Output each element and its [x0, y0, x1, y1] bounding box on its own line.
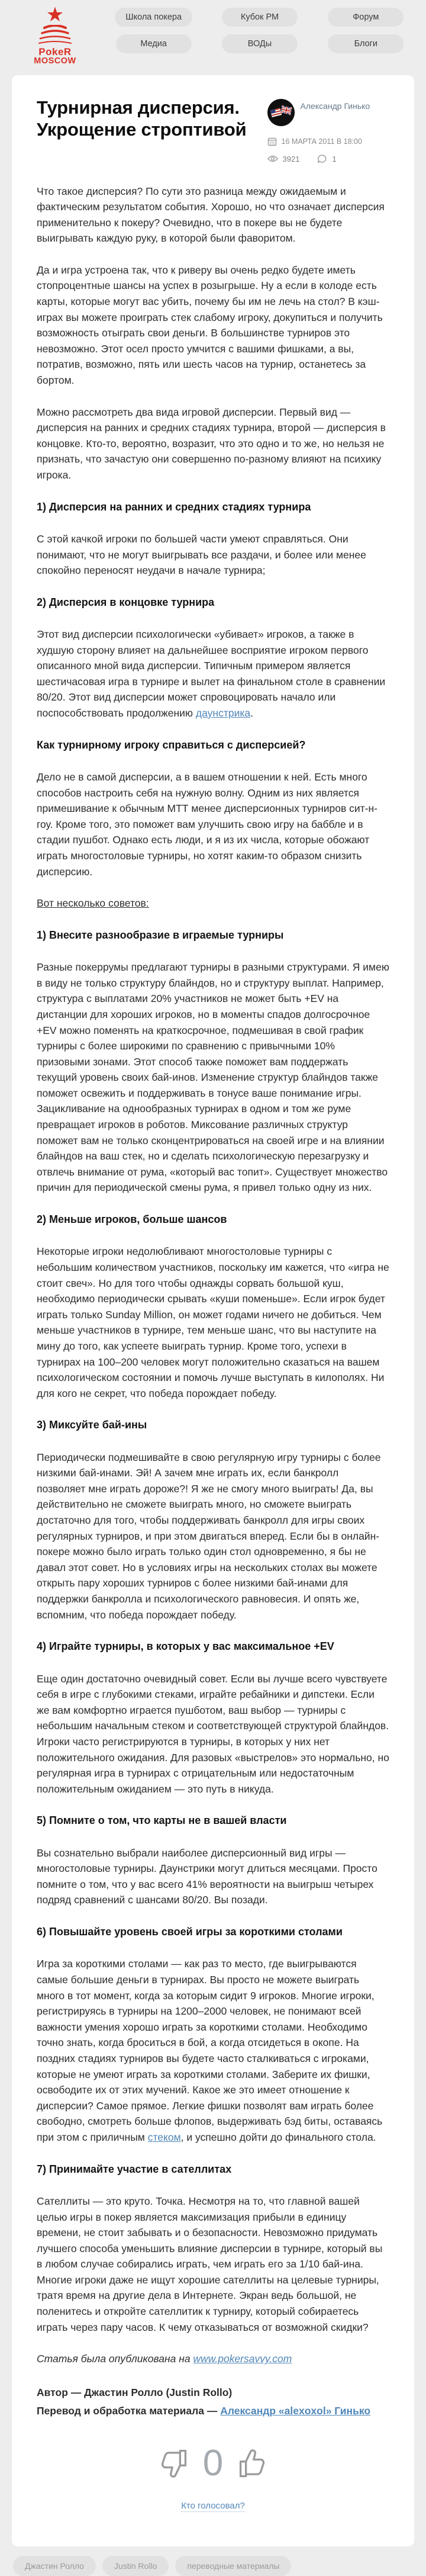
credits-line: Автор — Джастин Ролло (Justin Rollo) — [37, 2386, 233, 2398]
article-paragraph: Можно рассмотреть два вида игровой дисперсии. Первый вид — дисперсия на ранних и средних стадиях турнира, второй — дисперсия в концовке. Кто-то, вероятно, возразит, что это одно и то же, но нельзя не признать, что зачастую они совершенно по-разному влияют на психику игрока. — [37, 406, 386, 481]
inline-link[interactable]: даунстрика — [195, 707, 251, 720]
article-card — [12, 75, 414, 2547]
section-heading: Как турнирному игроку справиться с дисперсией? — [37, 738, 306, 751]
inline-link[interactable]: www.pokersavvy.com — [193, 2353, 292, 2365]
section-heading: 3) Миксуйте бай-ины — [37, 1419, 147, 1431]
section-heading: 5) Помните о том, что карты не в вашей власти — [37, 1814, 287, 1827]
section-heading: 1) Внесите разнообразие в играемые турниры — [37, 929, 284, 941]
article-paragraph: Этот вид дисперсии психологически «убивает» игроков, а также в худшую сторону влияет на дальнейшее восприятие игроком первого описанного мной вида дисперсии. Типичным примером является шестичасовая игра в турнире и вылет на финальном столе в сравнении 80/20. Этот вид дисперсии может спровоцировать начало или поспособствовать продолжению даунстрика. — [37, 628, 386, 720]
vote-count: 0 — [202, 2443, 224, 2484]
tag-item[interactable]: Джастин Ролло — [13, 2556, 96, 2576]
comments-count: 1 — [332, 154, 337, 163]
article-paragraph: Сателлиты — это круто. Точка. Несмотря на то, что главной вашей целью игры в покер является максимизация прибыли в единицу времени, не стоит забывать и о безопасности. Невозможно придумать лучшего способа уменьшить влияние дисперсии в турнире, который вы в любом случае собирались играть, чем играть его за 1/10 бай-ина. Многие игроки даже не ищут хорошие сателлиты на целевые турниры, тратя время на другие дела в Интернете. Экран ведь большой, не поленитесь и откройте сателлитик к турниру, который собираетесь играть через пару часов. К чему отказываться от возможной скидки? — [37, 2195, 383, 2333]
article-paragraph: Некоторые игроки недолюбливают многостоловые турниры с небольшим количеством участников, поскольку им кажется, что «игра не стоит свеч». Но для того чтобы однажды сорвать большой куш, необходимо периодически срывать «куши поменьше». Если игрок будет играть только Sunday Million, он может годами ничего не добиться. Чем меньше участников в турнире, тем меньше шанс, что вы наступите на мину до того, как успеете выиграть турнир. Кроме того, успехи в турнирах на 100–200 человек могут положительно сказаться на вашем психологическом состоянии и помочь лучше выступать в килополях. Ни для кого не секрет, что победа порождает победу. — [37, 1245, 389, 1399]
underlined-lead: Вот несколько советов: — [37, 897, 149, 910]
inline-link[interactable]: Александр «alexoxol» Гинько — [220, 2405, 371, 2417]
source-note: Статья была опубликована на www.pokersavvy.com — [37, 2353, 292, 2365]
calendar-icon — [267, 137, 277, 146]
credits-line: Перевод и обработка материала — Александр «alexoxol» Гинько — [37, 2405, 371, 2417]
site-header — [0, 0, 426, 72]
section-heading: 1) Дисперсия на ранних и средних стадиях турнира — [37, 500, 311, 513]
views-icon — [267, 155, 278, 163]
comments-icon — [317, 155, 327, 163]
stats-row — [267, 155, 389, 163]
article-paragraph: Да и игра устроена так, что к риверу вы очень редко будете иметь стопроцентные шансы на успех в розыгрыше. Ну а если в колоде есть карты, которые могут вас убить, почему бы им не лечь на стол? В кэш-играх вы можете проиграть стек слабому игроку, докупиться и получить возможность отыграть свои деньги. В большинстве турниров это невозможно. Этот осел просто умчится с вашими фишками, а вы, потратив, возможно, пять или шесть часов на турнир, останетесь за бортом. — [37, 264, 383, 387]
nav-poker-school[interactable]: Школа покера — [115, 8, 192, 27]
article-paragraph: С этой качкой игроки по большей части умеют справляться. Они понимают, что не могут выигрывать все раздачи, и более или менее спокойно переносят неудачи в начале турнира; — [37, 532, 366, 577]
article-paragraph: Игра за короткими столами — как раз то место, где выигрываются самые большие деньги в турнирах. Вы просто не можете выиграть много в тот момент, когда за которым сидит 9 игроков. Многие игроки, регистрируясь в турниры на 1200–2000 человек, не понимают всей важности умения хорошо играть за короткими столами. Необходимо точно знать, когда броситься в бой, а когда отсидеться в окопе. На поздних стадиях турниров вы будете часто сталкиваться с игроками, которые не умеют играть за короткими столами. Заберите их фишки, освободите их от этих мучений. Какое же это имеет отношение к дисперсии? Самое прямое. Легкие фишки позволят вам играть более свободно, смотреть больше флопов, выдерживать бэд биты, оставаясь при этом с приличным стеком, и успешно дойти до финального стола. — [37, 1958, 383, 2143]
vote-widget — [37, 2444, 389, 2512]
site-logo[interactable] — [14, 5, 96, 66]
tag-item[interactable]: Justin Rollo — [102, 2556, 169, 2576]
article-paragraph: Разные покеррумы предлагают турниры в разными структурами. Я имею в виду не только структуру блайндов, но и структуру выплат. Например, структура с выплатами 20% участников не может быть +EV на дистанции для хороших игроков, но в моменты спадов долгосрочное +EV можно поменять на краткосрочное, подмешивая в свой график турниры с более широкими по сравнению с привычными 10% призовыми зонами. Этот способ также поможет вам поддержать текущий уровень своих бай-инов. Изменение структур блайндов также поможет освежить и поддерживать в тонусе ваше понимание игры. Зацикливание на однообразных турнирах в одном и том же руме превращает игроков в роботов. Миксование различных структур поможет вам не только сконцентрироваться на своей игре и на влиянии блайндов на ваш стек, но и сделать психологическую перезагрузку и отвлечь внимание от рума, «который вас топит». Существует множество причин для периодической смены рума, я привел только одну из них. — [37, 961, 389, 1194]
article-paragraph: Дело не в самой дисперсии, а в вашем отношении к ней. Есть много способов настроить себя на нужную волну. Одним из них является примешивание к обычным МТТ менее дисперсионных турниров сит-н-гоу. Кроме того, это поможет вам улучшить свою игру на баббле и в стадии пушбот. Однако есть люди, и я из их числа, которые обожают играть многостоловые турниры, но хотят каким-то образом снизить дисперсию. — [37, 771, 377, 878]
thumb-up-button[interactable] — [234, 2444, 273, 2483]
section-heading: 2) Дисперсия в концовке турнира — [37, 596, 215, 608]
publish-date-row — [267, 137, 389, 146]
article-paragraph: Еще один достаточно очевидный совет. Если вы лучше всего чувствуете себя в игре с глубокими стеками, играйте ребайники и дипстеки. Если же вам комфортно играется пушботом, ваш выбор — турниры с небольшим начальным стеком и соответствующей структурой блайндов. Игроки часто регистрируются в турниры, в которых у них нет положительного ожидания. Для разовых «выстрелов» это нормально, но регулярная игра в турнирах с отрицательным или недостаточным положительным ожиданием — это путь в никуда. — [37, 1672, 389, 1795]
nav-forum[interactable]: Форум — [328, 8, 404, 27]
author-link[interactable]: Александр Гинько — [300, 101, 370, 111]
section-heading: 6) Повышайте уровень своей игры за короткими столами — [37, 1926, 343, 1938]
views-count: 3921 — [282, 154, 300, 163]
nav-vods[interactable]: ВОДы — [222, 34, 298, 53]
nav-media[interactable]: Медиа — [116, 34, 192, 53]
section-heading: 4) Играйте турниры, в которых у вас максимальное +EV — [37, 1640, 334, 1653]
article-paragraph: Периодически подмешивайте в свою регулярную игру турниры с более низкими бай-инами. Эй! А зачем мне играть их, если банкролл позволяет мне играть дороже?! Я же не смогу много выиграть! Да, вы действительно не сможете выиграть много, но сможете выиграть достаточно для того, чтобы поддерживать банкролл для игры своих регулярных турниров, и при этом двигаться вперед. Если бы в онлайн-покере можно было играть только один стол одновременно, я бы не давал этот совет. Но в условиях игры на нескольких столах вы можете открыть пару хороших турниров с более низкими бай-инами для поддержки банкролла и психологического равновесия. И опять же, вспомним, что победа порождает победу. — [37, 1451, 381, 1621]
tags-bar — [0, 2546, 426, 2576]
section-heading: 2) Меньше игроков, больше шансов — [37, 1213, 227, 1226]
nav-blogs[interactable]: Блоги — [328, 34, 404, 53]
section-heading: 7) Принимайте участие в сателлитах — [37, 2163, 232, 2175]
avatar[interactable] — [267, 99, 295, 126]
logo-text: PokeR MOSCOW — [34, 46, 76, 66]
author-box — [267, 97, 389, 163]
publish-date: 16 МАРТА 2011 В 18:00 — [281, 137, 362, 146]
article-paragraph: Вы сознательно выбрали наиболее дисперсионный вид игры — многостоловые турниры. Даунстрики могут длиться месяцами. Просто помните о том, что у вас всего 41% вероятности на выигрыш четырех подряд сравнений с шансами 80/20. Вы позади. — [37, 1846, 377, 1906]
page-title: Турнирная дисперсия. Укрощение строптивой — [37, 97, 247, 140]
main-nav — [96, 5, 413, 53]
star-icon: ★ — [46, 4, 64, 26]
inline-link[interactable]: стеком — [147, 2131, 181, 2143]
who-voted-link[interactable]: Кто голосовал? — [181, 2501, 245, 2511]
nav-cup-pm[interactable]: Кубок РМ — [222, 8, 298, 27]
article-body — [37, 184, 389, 2420]
logo-arcs-icon — [36, 25, 74, 45]
article-paragraph: Что такое дисперсия? По сути это разница между ожидаемым и фактическим результатом события. Хорошо, но что означает дисперсия применительно к покеру? Очевидно, что в покере вы не будете выигрывать каждую руку, в которой были фаворитом. — [37, 185, 385, 245]
tag-item[interactable]: переводные материалы — [175, 2556, 291, 2576]
thumb-down-button[interactable] — [153, 2444, 192, 2483]
article-header — [37, 97, 389, 163]
